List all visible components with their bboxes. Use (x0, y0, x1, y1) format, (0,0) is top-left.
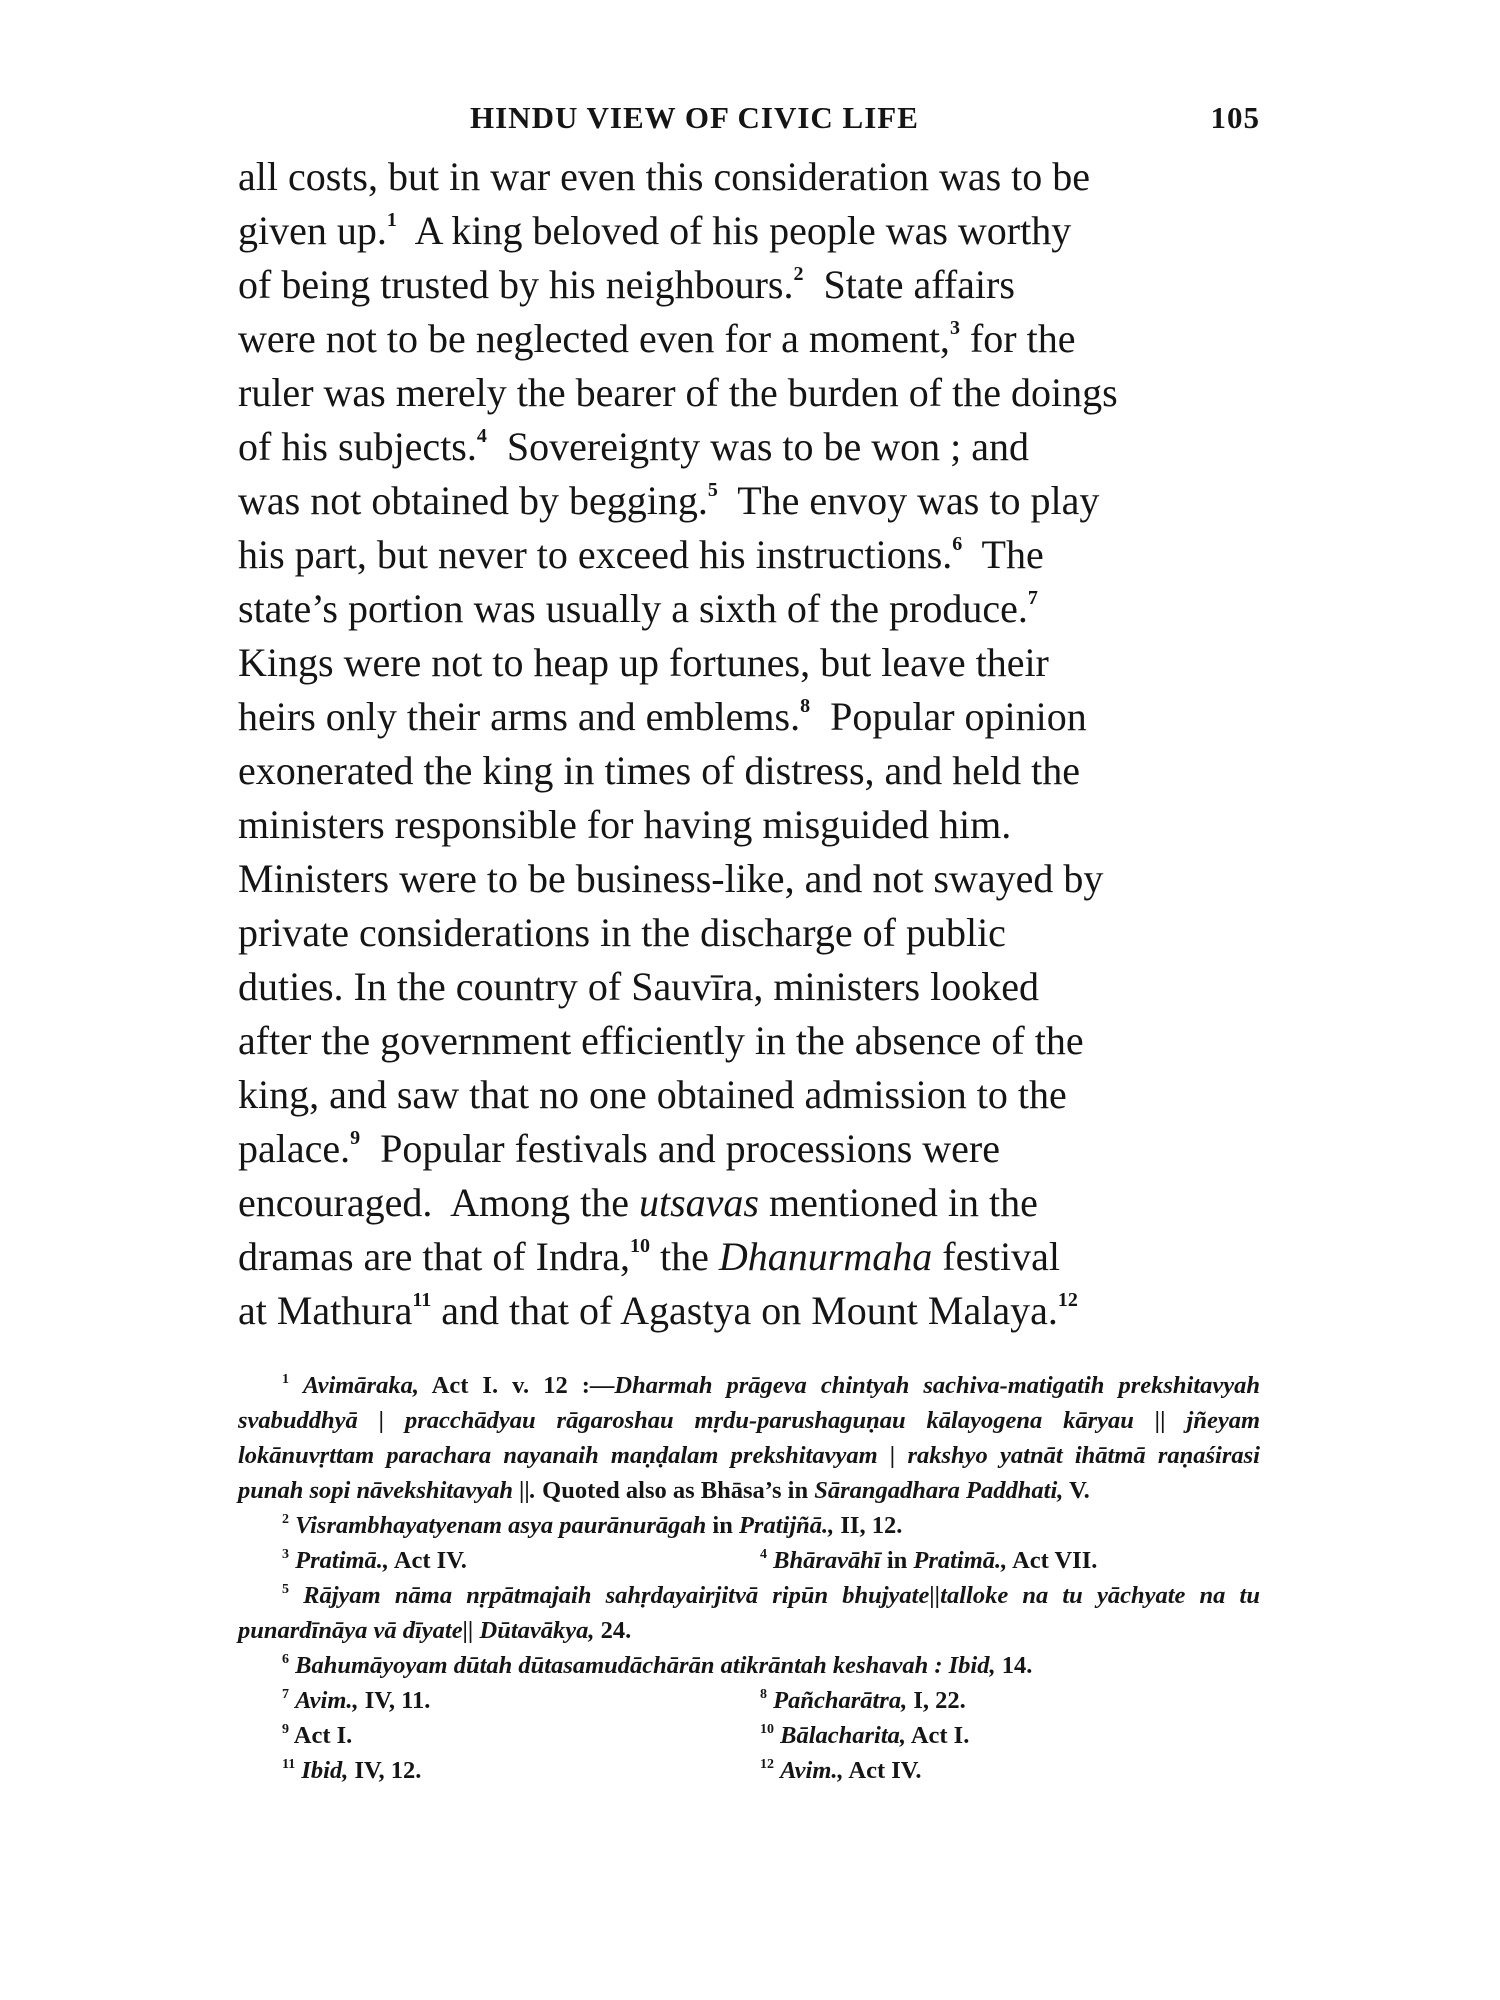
footnote-ref: 9 (350, 1127, 361, 1149)
text-line: ruler was merely the bearer of the burden of the doings (238, 370, 1118, 415)
footnote-row (238, 1753, 1260, 1788)
footnote-8: $^8$ Pañcharātra, I, 22. (760, 1687, 966, 1714)
footnote-ref: 12 (1057, 1289, 1078, 1311)
text-line: dramas are that of Indra,$^{10}$ the Dhanurmaha festival (238, 1234, 1060, 1279)
text-line: after the government efficiently in the absence of the (238, 1018, 1084, 1063)
footnote-ref: 4 (476, 425, 487, 447)
footnote-3: $^3$ Pratimā., Act IV. (282, 1547, 467, 1574)
running-title: HINDU VIEW OF CIVIC LIFE (470, 100, 919, 135)
footnote-ref: 11 (412, 1289, 432, 1311)
text-line: were not to be neglected even for a moment,$^3$ for the (238, 316, 1076, 361)
footnote-1: $^1$ Avimāraka, Act I. v. 12 :—Dharmah prāgeva chintyah sachiva-matigatih prekshitavyah svabuddhyā | pracchādyau rāgaroshau mṛdu-parushaguṇau kālayogena kāryau || jñeyam lokānuvṛttam parachara nayanaih maṇḍalam prekshitavyam | rakshyo yatnāt ihātmā raṇaśirasi punah sopi nāvekshitavyah ||. Quoted also as Bhāsa’s in Sārangadhara Paddhati, V. (238, 1372, 1261, 1504)
text-line: Kings were not to heap up fortunes, but leave their (238, 640, 1049, 685)
footnote-7: $^7$ Avim., IV, 11. (282, 1687, 431, 1714)
body-paragraph (238, 150, 1260, 1338)
footnote-2: $^2$ Visrambhayatyenam asya paurānurāgah in Pratijñā., II, 12. (282, 1512, 903, 1539)
text-line: his part, but never to exceed his instructions.$^6$ The (238, 532, 1044, 577)
text-line: given up.$^1$ A king beloved of his people was worthy (238, 208, 1072, 253)
text-line: heirs only their arms and emblems.$^8$ Popular opinion (238, 694, 1087, 739)
page-header (238, 100, 1260, 150)
text-line: at Mathura$^{11}$ and that of Agastya on Mount Malaya.$^{12}$ (238, 1288, 1078, 1333)
text-line: encouraged. Among the utsavas mentioned in the (238, 1180, 1038, 1225)
footnote-11: $^{11}$ Ibid, IV, 12. (282, 1757, 422, 1784)
footnote-5: $^5$ Rājyam nāma nṛpātmajaih sahṛdayairjitvā ripūn bhujyate||talloke na tu yāchyate na tu punardīnāya vā dīyate|| Dūtavākya, 24. (238, 1582, 1260, 1644)
footnote-12: $^{12}$ Avim., Act IV. (760, 1757, 922, 1784)
footnotes (238, 1368, 1260, 1788)
text-line: all costs, but in war even this consideration was to be (238, 154, 1091, 199)
text-line: was not obtained by begging.$^5$ The envoy was to play (238, 478, 1100, 523)
text-line: exonerated the king in times of distress, and held the (238, 748, 1081, 793)
italic-term: utsavas (639, 1180, 759, 1225)
text-line: duties. In the country of Sauvīra, ministers looked (238, 964, 1039, 1009)
footnote-ref: 7 (1027, 587, 1038, 609)
text-line: palace.$^9$ Popular festivals and processions were (238, 1126, 1000, 1171)
text-line: ministers responsible for having misguided him. (238, 802, 1012, 847)
footnote-ref: 8 (800, 695, 811, 717)
text-line: king, and saw that no one obtained admission to the (238, 1072, 1067, 1117)
footnote-ref: 6 (952, 533, 963, 555)
footnote-10: $^{10}$ Bālacharita, Act I. (760, 1722, 970, 1749)
footnote-ref: 5 (707, 479, 718, 501)
footnote-6: $^6$ Bahumāyoyam dūtah dūtasamudāchārān atikrāntah keshavah : Ibid, 14. (282, 1652, 1033, 1679)
footnote-row (238, 1718, 1260, 1753)
italic-term: Dhanurmaha (718, 1234, 933, 1279)
footnote-row (238, 1683, 1260, 1718)
footnote-ref: 2 (793, 263, 804, 285)
footnote-ref: 1 (386, 209, 397, 231)
text-line: state’s portion was usually a sixth of the produce.$^7$ (238, 586, 1038, 631)
footnote-ref: 10 (630, 1235, 651, 1257)
text-line: of being trusted by his neighbours.$^2$ State affairs (238, 262, 1015, 307)
footnote-ref: 3 (949, 317, 960, 339)
footnote-9: $^9$ Act I. (282, 1722, 353, 1749)
footnote-4: $^4$ Bhāravāhī in Pratimā., Act VII. (760, 1547, 1098, 1574)
page-number: 105 (1210, 100, 1260, 135)
text-line: of his subjects.$^4$ Sovereignty was to be won ; and (238, 424, 1030, 469)
text-line: private considerations in the discharge of public (238, 910, 1006, 955)
text-line: Ministers were to be business-like, and not swayed by (238, 856, 1104, 901)
footnote-row (238, 1543, 1260, 1578)
